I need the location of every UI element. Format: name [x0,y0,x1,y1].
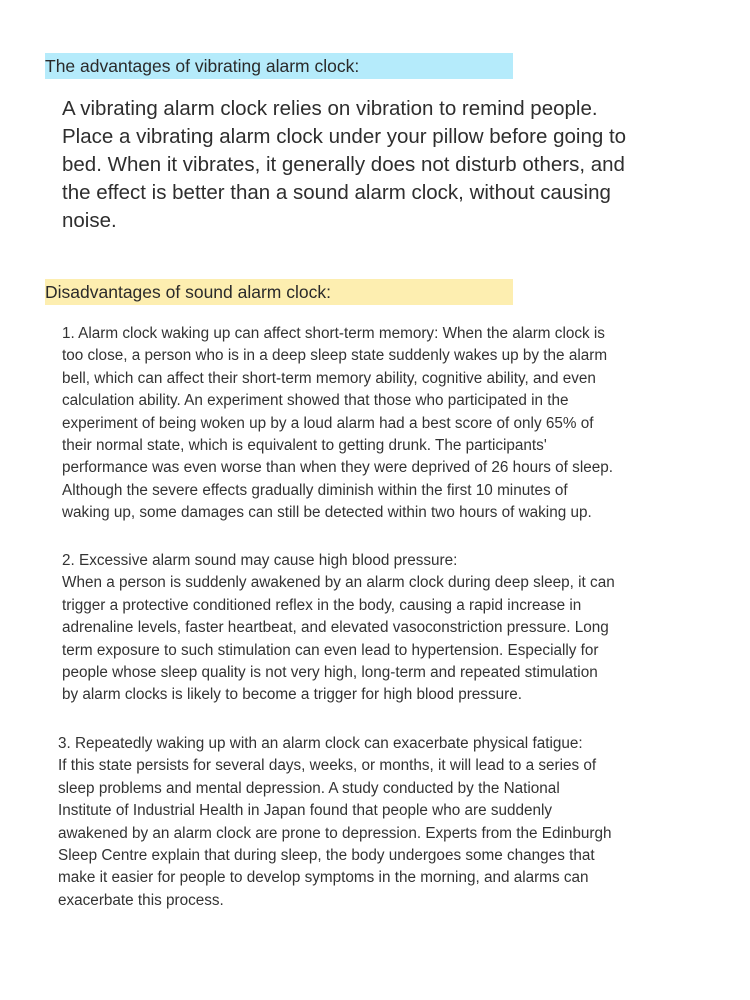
advantages-heading: The advantages of vibrating alarm clock: [45,53,513,79]
text-line: Place a vibrating alarm clock under your pillow before going to [62,125,627,148]
text-line: 2. Excessive alarm sound may cause high blood pressure: [62,552,458,569]
text-line: term exposure to such stimulation can even lead to hypertension. Especially for [62,641,599,659]
text-line: 1. Alarm clock waking up can affect short-term memory: When the alarm clock is [62,325,605,342]
text-line: calculation ability. An experiment showed that those who participated in the [62,392,569,410]
text-line: experiment of being woken up by a loud alarm had a best score of only 65% of [62,414,594,432]
text-line: Institute of Industrial Health in Japan found that people who are suddenly [58,802,553,820]
text-line: noise. [62,209,117,232]
text-line: performance was even worse than when they were deprived of 26 hours of sleep. [62,459,614,477]
text-line: waking up, some damages can still be detected within two hours of waking up. [62,504,592,522]
text-line: by alarm clocks is likely to become a trigger for high blood pressure. [62,686,522,704]
text-line: their normal state, which is equivalent to getting drunk. The participants' [62,437,547,455]
text-line: make it easier for people to develop symptoms in the morning, and alarms can [58,869,589,887]
text-line: If this state persists for several days, weeks, or months, it will lead to a series of [58,757,597,775]
disadvantage-item-fatigue [58,733,688,912]
disadvantage-item-memory [62,323,692,525]
text-line: adrenaline levels, faster heartbeat, and elevated vasoconstriction pressure. Long [62,619,609,637]
text-line: the effect is better than a sound alarm clock, without causing [62,181,611,204]
text-line: When a person is suddenly awakened by an alarm clock during deep sleep, it can [62,574,615,592]
text-line: people whose sleep quality is not very high, long-term and repeated stimulation [62,664,598,682]
text-line: exacerbate this process. [58,891,224,909]
advantages-paragraph [62,95,672,235]
text-line: sleep problems and mental depression. A study conducted by the National [58,779,560,797]
disadvantages-heading: Disadvantages of sound alarm clock: [45,279,513,305]
text-line: awakened by an alarm clock are prone to depression. Experts from the Edinburgh [58,824,612,842]
text-line: bed. When it vibrates, it generally does not disturb others, and [62,153,625,176]
text-line: trigger a protective conditioned reflex in the body, causing a rapid increase in [62,596,582,614]
text-line: bell, which can affect their short-term memory ability, cognitive ability, and even [62,369,596,387]
text-line: Although the severe effects gradually diminish within the first 10 minutes of [62,481,568,499]
disadvantage-item-blood-pressure [62,550,692,707]
text-line: too close, a person who is in a deep sleep state suddenly wakes up by the alarm [62,347,608,365]
text-line: Sleep Centre explain that during sleep, the body undergoes some changes that [58,847,595,865]
text-line: 3. Repeatedly waking up with an alarm clock can exacerbate physical fatigue: [58,735,583,752]
text-line: A vibrating alarm clock relies on vibration to remind people. [62,97,598,120]
